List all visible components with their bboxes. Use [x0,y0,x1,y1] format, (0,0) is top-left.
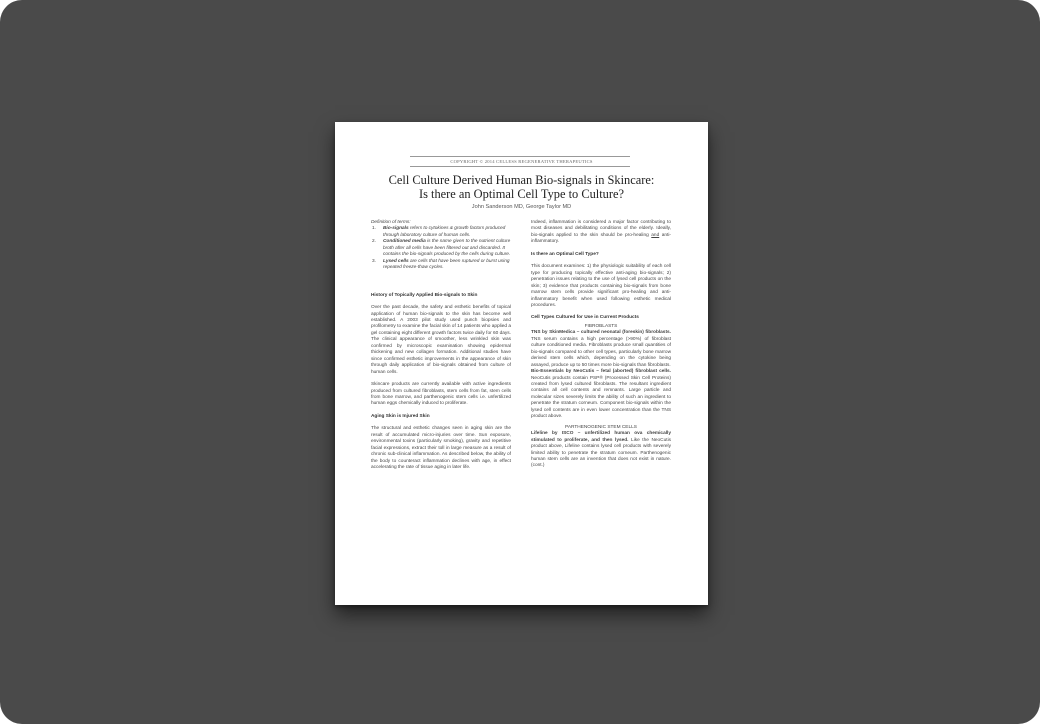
definition-term: Conditioned media [383,239,426,245]
history-paragraph-1: Over the past decade, the safety and esthetic benefits of topical application of human bio-signals to the skin has become well established. A 2003 pilot study used punch biopsies and profilometry to examine the facial skin of 14 patients who applied a gel containing eight different growth factors twice daily for 60 days. The clinical appearance of smoother, less wrinkled skin was confirmed by microscopic examination showing epidermal thickening and new collagen formation. Additional studies have since confirmed esthetic improvements in the appearance of skin through daily application of bio-signals obtained from culture of human cells. [371,305,511,375]
inflammation-paragraph [531,220,671,246]
title-line-1: Cell Culture Derived Human Bio-signals in Skincare: [388,173,655,187]
definition-number: 3. [372,258,376,264]
definition-term: Lysed cells [383,258,409,264]
section-heading-optimal: Is there an Optimal Cell Type? [531,251,599,257]
underlined-and: and [651,232,660,238]
definition-text: refers to cytokines & growth factors produced through laboratory culture of human cells. [383,226,506,238]
inflammation-text: Indeed, inflammation is considered a major factor contributing to most diseases and debilitating conditions of the elderly. Ideally, bio-signals applied to the skin should be pro-healing [531,220,671,238]
definition-number: 1. [372,226,376,232]
neocutis-product-name: Bio-Essentials by NeoCutis – fetal (aborted) fibroblast cells. [531,369,671,375]
aging-paragraph: The structural and esthetic changes seen in aging skin are the result of accumulated micro-injuries over time. Sun exposure, environmental toxins (particularly smoking), gravity and repetitive facial expressions, extract their toll in large measure as a result of chronic sub-clinical inflammation. As described below, the ability of the body to counteract inflammation declines with age, in effect accelerating the rate of tissue aging in later life. [371,426,511,471]
tns-paragraph [531,330,671,369]
definition-number: 2. [372,239,376,245]
section-heading-aging: Aging Skin is Injured Skin [371,413,430,419]
optimal-paragraph: This document examines: 1) the physiologic suitability of each cell type for producing topically effective anti-aging bio-signals; 2) penetration issues relating to the use of lysed cell products on the skin; 3) evidence that products containing bio-signals from bone marrow stem cells provide significant pro-healing and anti-inflammatory benefit when used following esthetic medical procedures. [531,264,671,308]
authors: John Sanderson MD, George Taylor MD [471,204,572,210]
section-heading-history: History of Topically Applied Bio-signals to Skin [371,292,478,298]
subheading-parthenogenic: PARTHENOGENIC STEM CELLS [565,424,637,430]
inflammation-text-end: anti-inflammatory. [531,232,671,245]
document-title [355,173,688,201]
header-rule-bottom [410,166,630,167]
neocutis-text: NeoCutis products contain PSP® (Processed Skin Cell Proteins) created from lysed cultured fibroblasts. The resultant ingredient contains all cell contents and remnants. Large particle and molecular sizes severely limits the ability of such an ingredient to penetrate the stratum corneum. Component bio-signals within the lysed cell contents are in even lower concentration than the TNS product above. [531,375,671,420]
lifeline-text: Like the NeoCutis product above, Lifeline contains lysed cell products with severely limited ability to penetrate the stratum corneum. Parthenogenic human stem cells are an invention that does not exist in nature. (cont.) [531,437,671,469]
definition-item [371,239,511,258]
definition-term: Bio-signals [383,226,409,232]
definitions-list [371,226,511,271]
left-column [371,220,511,472]
definition-text: is the name given to the nutrient culture broth after all cells have been filtered out and discarded. It contains the bio-signals produced by the cells during culture. [383,239,511,258]
definition-item [371,259,511,272]
history-paragraph-2: Skincare products are currently available with active ingredients produced from cultured fibroblasts, stem cells from fat, stem cells from bone marrow, and parthenogenic stem cells i.e. unfertilized human eggs chemically induced to proliferate. [371,382,511,407]
tns-text: TNS serum contains a high percentage (>90%) of fibroblast culture conditioned media. Fibroblasts produce small quantities of bio-signals compared to other cell types, particularly bone marrow derived stem cells which, depending on the cytokine being assayed, produce up to 50 times more bio-signals than fibroblasts. [531,336,671,368]
right-column [531,220,671,470]
lifeline-product-name: Lifeline by ISCO – unfertilized human ova chemically stimulated to proliferate, and then lysed. [531,431,671,443]
definition-item [371,226,511,239]
document-page [335,122,708,605]
header-rule-top [410,156,630,157]
definitions-heading: Definition of terms: [371,220,411,225]
section-heading-cell-types: Cell Types Cultured for Use in Current Products [531,315,639,321]
copyright-line: COPYRIGHT © 2014 CELLESS REGENERATIVE THERAPEUTICS [450,159,593,164]
neocutis-paragraph [531,369,671,421]
title-line-2: Is there an Optimal Cell Type to Culture? [418,187,625,201]
tns-product-name: TNS by SkinMedica – cultured neonatal (foreskin) fibroblasts. [531,330,671,336]
definition-text: are cells that have been ruptured or burst using repeated freeze-thaw cycles. [383,258,510,271]
lifeline-paragraph [531,431,671,470]
subheading-fibroblasts: FIBROBLASTS [584,323,618,329]
